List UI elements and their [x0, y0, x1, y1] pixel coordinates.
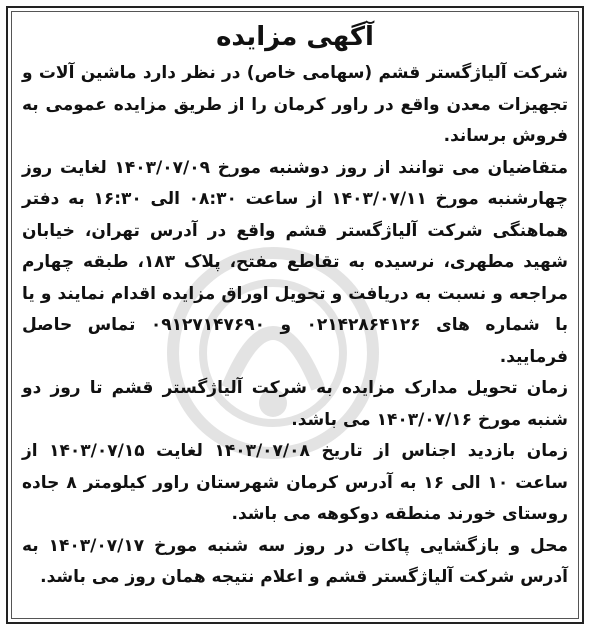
- notice-body: [8, 56, 582, 594]
- notice-paragraph-intro: شرکت آلیاژگستر قشم (سهامی خاص) در نظر دارد ماشین آلات و تجهیزات معدن واقع در راور کرمان را از طریق مزایده عمومی به فروش برساند.: [22, 63, 568, 146]
- notice-paragraph-inspection: زمان بازدید اجناس از تاریخ ۱۴۰۳/۰۷/۰۸ لغایت ۱۴۰۳/۰۷/۱۵ از ساعت ۱۰ الی ۱۶ به آدرس کرمان شهرستان راور کیلومتر ۸ جاده روستای خورند منطقه دوکوهه می باشد.: [22, 441, 568, 524]
- notice-paragraph-document-delivery: زمان تحویل مدارک مزایده به شرکت آلیاژگستر قشم تا روز دو شنبه مورخ ۱۴۰۳/۰۷/۱۶ می باشد.: [22, 378, 568, 430]
- notice-paragraph-opening: محل و بازگشایی پاکات در روز سه شنبه مورخ ۱۴۰۳/۰۷/۱۷ به آدرس شرکت آلیاژگستر قشم و اعلام نتیجه همان روز می باشد.: [22, 535, 568, 587]
- notice-paragraph-applicants: متقاضیان می توانند از روز دوشنبه مورخ ۱۴۰۳/۰۷/۰۹ لغایت روز چهارشنبه مورخ ۱۴۰۳/۰۷/۱۱ از ساعت ۰۸:۳۰ الی ۱۶:۳۰ به دفتر هماهنگی شرکت آلیاژگستر قشم واقع در آدرس تهران، خیابان شهید مطهری، نرسیده به تقاطع مفتح، پلاک ۱۸۳، طبقه چهارم مراجعه و نسبت به دریافت و تحویل اوراق مزایده اقدام نمایند و یا با شماره های ۰۲۱۴۲۸۶۴۱۲۶ و ۰۹۱۲۷۱۴۷۶۹۰ تماس حاصل فرمایید.: [22, 157, 569, 367]
- notice-title: آگهی مزایده: [216, 22, 374, 52]
- auction-notice: [6, 6, 584, 624]
